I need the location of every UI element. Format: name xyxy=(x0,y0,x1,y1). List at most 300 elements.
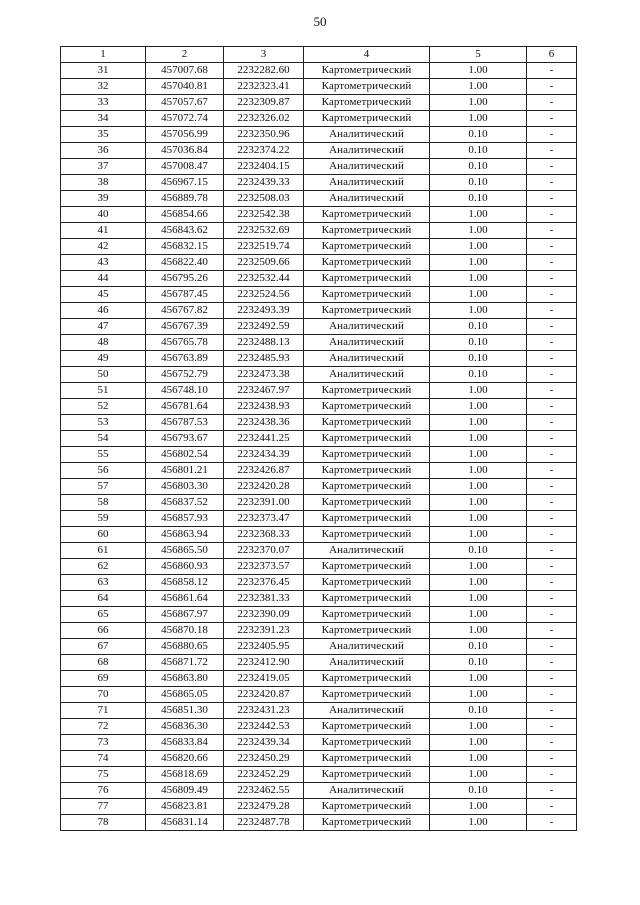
cell-method: Аналитический xyxy=(304,127,430,143)
cell-x: 456765.78 xyxy=(146,335,224,351)
cell-point-number: 45 xyxy=(61,287,146,303)
cell-accuracy: 0.10 xyxy=(430,639,527,655)
cell-accuracy: 1.00 xyxy=(430,223,527,239)
cell-method: Картометрический xyxy=(304,815,430,831)
cell-x: 457056.99 xyxy=(146,127,224,143)
cell-y: 2232431.23 xyxy=(224,703,304,719)
cell-point-number: 36 xyxy=(61,143,146,159)
cell-accuracy: 1.00 xyxy=(430,95,527,111)
cell-method: Картометрический xyxy=(304,207,430,223)
cell-point-number: 57 xyxy=(61,479,146,495)
cell-point-number: 58 xyxy=(61,495,146,511)
table-row xyxy=(61,79,577,95)
table-row xyxy=(61,287,577,303)
cell-y: 2232488.13 xyxy=(224,335,304,351)
cell-x: 456781.64 xyxy=(146,399,224,415)
table-row xyxy=(61,511,577,527)
cell-note: - xyxy=(527,95,577,111)
cell-x: 456863.80 xyxy=(146,671,224,687)
table-row xyxy=(61,655,577,671)
cell-method: Аналитический xyxy=(304,159,430,175)
cell-method: Картометрический xyxy=(304,527,430,543)
cell-x: 456860.93 xyxy=(146,559,224,575)
cell-x: 456837.52 xyxy=(146,495,224,511)
cell-point-number: 76 xyxy=(61,783,146,799)
cell-point-number: 39 xyxy=(61,191,146,207)
table-row xyxy=(61,495,577,511)
table-row xyxy=(61,815,577,831)
cell-accuracy: 1.00 xyxy=(430,591,527,607)
cell-note: - xyxy=(527,575,577,591)
table-header-row xyxy=(61,47,577,63)
cell-note: - xyxy=(527,335,577,351)
cell-accuracy: 0.10 xyxy=(430,703,527,719)
cell-note: - xyxy=(527,431,577,447)
cell-x: 456795.26 xyxy=(146,271,224,287)
cell-method: Картометрический xyxy=(304,431,430,447)
cell-method: Картометрический xyxy=(304,719,430,735)
cell-y: 2232532.69 xyxy=(224,223,304,239)
cell-x: 456858.12 xyxy=(146,575,224,591)
table-row xyxy=(61,799,577,815)
cell-y: 2232426.87 xyxy=(224,463,304,479)
cell-point-number: 78 xyxy=(61,815,146,831)
cell-point-number: 35 xyxy=(61,127,146,143)
cell-accuracy: 1.00 xyxy=(430,415,527,431)
cell-x: 457040.81 xyxy=(146,79,224,95)
cell-method: Картометрический xyxy=(304,415,430,431)
cell-method: Аналитический xyxy=(304,783,430,799)
cell-y: 2232508.03 xyxy=(224,191,304,207)
cell-x: 456867.97 xyxy=(146,607,224,623)
cell-y: 2232467.97 xyxy=(224,383,304,399)
cell-x: 457072.74 xyxy=(146,111,224,127)
cell-note: - xyxy=(527,639,577,655)
coordinates-table xyxy=(60,46,577,831)
cell-note: - xyxy=(527,527,577,543)
cell-accuracy: 0.10 xyxy=(430,175,527,191)
cell-point-number: 64 xyxy=(61,591,146,607)
cell-x: 456863.94 xyxy=(146,527,224,543)
cell-x: 456801.21 xyxy=(146,463,224,479)
cell-note: - xyxy=(527,559,577,575)
cell-y: 2232404.15 xyxy=(224,159,304,175)
cell-accuracy: 0.10 xyxy=(430,367,527,383)
table-row xyxy=(61,607,577,623)
cell-y: 2232350.96 xyxy=(224,127,304,143)
cell-y: 2232439.34 xyxy=(224,735,304,751)
cell-method: Аналитический xyxy=(304,543,430,559)
cell-y: 2232493.39 xyxy=(224,303,304,319)
cell-point-number: 74 xyxy=(61,751,146,767)
cell-accuracy: 1.00 xyxy=(430,607,527,623)
cell-method: Картометрический xyxy=(304,79,430,95)
cell-point-number: 77 xyxy=(61,799,146,815)
cell-method: Аналитический xyxy=(304,319,430,335)
cell-note: - xyxy=(527,479,577,495)
cell-accuracy: 1.00 xyxy=(430,735,527,751)
cell-note: - xyxy=(527,287,577,303)
cell-point-number: 60 xyxy=(61,527,146,543)
cell-method: Картометрический xyxy=(304,63,430,79)
cell-x: 456843.62 xyxy=(146,223,224,239)
cell-method: Аналитический xyxy=(304,143,430,159)
cell-accuracy: 1.00 xyxy=(430,671,527,687)
table-row xyxy=(61,255,577,271)
cell-y: 2232487.78 xyxy=(224,815,304,831)
cell-accuracy: 1.00 xyxy=(430,447,527,463)
cell-y: 2232373.57 xyxy=(224,559,304,575)
cell-y: 2232323.41 xyxy=(224,79,304,95)
table-row xyxy=(61,527,577,543)
cell-x: 456861.64 xyxy=(146,591,224,607)
cell-accuracy: 1.00 xyxy=(430,63,527,79)
cell-point-number: 61 xyxy=(61,543,146,559)
cell-method: Аналитический xyxy=(304,655,430,671)
table-row xyxy=(61,687,577,703)
cell-note: - xyxy=(527,751,577,767)
cell-point-number: 62 xyxy=(61,559,146,575)
cell-x: 456851.30 xyxy=(146,703,224,719)
cell-point-number: 56 xyxy=(61,463,146,479)
cell-point-number: 49 xyxy=(61,351,146,367)
cell-method: Картометрический xyxy=(304,479,430,495)
cell-y: 2232462.55 xyxy=(224,783,304,799)
cell-point-number: 68 xyxy=(61,655,146,671)
cell-x: 456787.45 xyxy=(146,287,224,303)
cell-x: 456889.78 xyxy=(146,191,224,207)
table-row xyxy=(61,95,577,111)
cell-accuracy: 0.10 xyxy=(430,335,527,351)
cell-method: Картометрический xyxy=(304,511,430,527)
cell-x: 456752.79 xyxy=(146,367,224,383)
cell-note: - xyxy=(527,415,577,431)
cell-accuracy: 1.00 xyxy=(430,815,527,831)
cell-note: - xyxy=(527,111,577,127)
cell-method: Картометрический xyxy=(304,463,430,479)
cell-y: 2232434.39 xyxy=(224,447,304,463)
cell-point-number: 53 xyxy=(61,415,146,431)
column-header-x: 2 xyxy=(146,47,224,63)
cell-y: 2232368.33 xyxy=(224,527,304,543)
table-row xyxy=(61,431,577,447)
table-row xyxy=(61,351,577,367)
cell-x: 457008.47 xyxy=(146,159,224,175)
cell-y: 2232542.38 xyxy=(224,207,304,223)
table-row xyxy=(61,223,577,239)
cell-accuracy: 1.00 xyxy=(430,399,527,415)
cell-y: 2232412.90 xyxy=(224,655,304,671)
cell-note: - xyxy=(527,191,577,207)
cell-accuracy: 1.00 xyxy=(430,527,527,543)
cell-x: 456820.66 xyxy=(146,751,224,767)
cell-point-number: 44 xyxy=(61,271,146,287)
cell-x: 456767.82 xyxy=(146,303,224,319)
cell-point-number: 50 xyxy=(61,367,146,383)
cell-x: 456818.69 xyxy=(146,767,224,783)
cell-x: 457057.67 xyxy=(146,95,224,111)
cell-method: Картометрический xyxy=(304,575,430,591)
table-row xyxy=(61,319,577,335)
table-row xyxy=(61,191,577,207)
cell-note: - xyxy=(527,79,577,95)
table-row xyxy=(61,175,577,191)
cell-accuracy: 0.10 xyxy=(430,351,527,367)
cell-note: - xyxy=(527,255,577,271)
cell-point-number: 47 xyxy=(61,319,146,335)
cell-x: 456871.72 xyxy=(146,655,224,671)
cell-accuracy: 0.10 xyxy=(430,127,527,143)
cell-point-number: 32 xyxy=(61,79,146,95)
page-number: 50 xyxy=(313,14,327,29)
table-row xyxy=(61,623,577,639)
cell-note: - xyxy=(527,799,577,815)
cell-note: - xyxy=(527,223,577,239)
cell-y: 2232390.09 xyxy=(224,607,304,623)
cell-note: - xyxy=(527,591,577,607)
cell-y: 2232391.00 xyxy=(224,495,304,511)
cell-point-number: 42 xyxy=(61,239,146,255)
cell-accuracy: 0.10 xyxy=(430,543,527,559)
cell-y: 2232420.87 xyxy=(224,687,304,703)
cell-method: Картометрический xyxy=(304,735,430,751)
table-row xyxy=(61,383,577,399)
table-row xyxy=(61,63,577,79)
cell-y: 2232419.05 xyxy=(224,671,304,687)
cell-y: 2232438.36 xyxy=(224,415,304,431)
table-body xyxy=(61,63,577,831)
cell-note: - xyxy=(527,367,577,383)
table-row xyxy=(61,303,577,319)
cell-accuracy: 1.00 xyxy=(430,271,527,287)
cell-point-number: 70 xyxy=(61,687,146,703)
table-row xyxy=(61,271,577,287)
cell-y: 2232509.66 xyxy=(224,255,304,271)
cell-point-number: 69 xyxy=(61,671,146,687)
cell-x: 456854.66 xyxy=(146,207,224,223)
cell-accuracy: 1.00 xyxy=(430,111,527,127)
cell-point-number: 73 xyxy=(61,735,146,751)
cell-accuracy: 1.00 xyxy=(430,207,527,223)
cell-method: Картометрический xyxy=(304,687,430,703)
cell-method: Картометрический xyxy=(304,271,430,287)
cell-x: 456767.39 xyxy=(146,319,224,335)
cell-point-number: 41 xyxy=(61,223,146,239)
cell-note: - xyxy=(527,815,577,831)
cell-method: Картометрический xyxy=(304,303,430,319)
column-header-method: 4 xyxy=(304,47,430,63)
cell-method: Аналитический xyxy=(304,191,430,207)
cell-x: 456823.81 xyxy=(146,799,224,815)
cell-accuracy: 1.00 xyxy=(430,431,527,447)
cell-note: - xyxy=(527,767,577,783)
cell-point-number: 75 xyxy=(61,767,146,783)
cell-note: - xyxy=(527,351,577,367)
cell-accuracy: 1.00 xyxy=(430,719,527,735)
cell-method: Картометрический xyxy=(304,751,430,767)
cell-method: Картометрический xyxy=(304,767,430,783)
cell-method: Аналитический xyxy=(304,639,430,655)
cell-accuracy: 1.00 xyxy=(430,767,527,783)
cell-note: - xyxy=(527,143,577,159)
cell-x: 457036.84 xyxy=(146,143,224,159)
cell-note: - xyxy=(527,127,577,143)
cell-note: - xyxy=(527,447,577,463)
cell-method: Картометрический xyxy=(304,287,430,303)
table-row xyxy=(61,335,577,351)
cell-x: 456793.67 xyxy=(146,431,224,447)
cell-point-number: 71 xyxy=(61,703,146,719)
column-header-note: 6 xyxy=(527,47,577,63)
cell-y: 2232438.93 xyxy=(224,399,304,415)
cell-x: 456870.18 xyxy=(146,623,224,639)
cell-accuracy: 1.00 xyxy=(430,287,527,303)
cell-accuracy: 1.00 xyxy=(430,575,527,591)
cell-method: Картометрический xyxy=(304,111,430,127)
cell-y: 2232374.22 xyxy=(224,143,304,159)
table-row xyxy=(61,703,577,719)
table-row xyxy=(61,719,577,735)
cell-point-number: 48 xyxy=(61,335,146,351)
cell-point-number: 52 xyxy=(61,399,146,415)
cell-point-number: 33 xyxy=(61,95,146,111)
cell-x: 456857.93 xyxy=(146,511,224,527)
cell-point-number: 37 xyxy=(61,159,146,175)
table-row xyxy=(61,415,577,431)
cell-point-number: 40 xyxy=(61,207,146,223)
cell-y: 2232519.74 xyxy=(224,239,304,255)
cell-y: 2232485.93 xyxy=(224,351,304,367)
cell-y: 2232473.38 xyxy=(224,367,304,383)
cell-accuracy: 1.00 xyxy=(430,511,527,527)
cell-y: 2232381.33 xyxy=(224,591,304,607)
cell-point-number: 55 xyxy=(61,447,146,463)
table-row xyxy=(61,543,577,559)
cell-method: Картометрический xyxy=(304,591,430,607)
cell-point-number: 65 xyxy=(61,607,146,623)
table-row xyxy=(61,639,577,655)
cell-y: 2232282.60 xyxy=(224,63,304,79)
table-row xyxy=(61,591,577,607)
cell-note: - xyxy=(527,783,577,799)
cell-accuracy: 1.00 xyxy=(430,623,527,639)
cell-y: 2232479.28 xyxy=(224,799,304,815)
table-row xyxy=(61,575,577,591)
table-row xyxy=(61,767,577,783)
cell-point-number: 63 xyxy=(61,575,146,591)
cell-x: 456787.53 xyxy=(146,415,224,431)
table-row xyxy=(61,367,577,383)
cell-accuracy: 0.10 xyxy=(430,159,527,175)
cell-x: 456802.54 xyxy=(146,447,224,463)
cell-point-number: 43 xyxy=(61,255,146,271)
cell-method: Картометрический xyxy=(304,223,430,239)
cell-note: - xyxy=(527,239,577,255)
cell-accuracy: 1.00 xyxy=(430,303,527,319)
cell-note: - xyxy=(527,207,577,223)
cell-method: Картометрический xyxy=(304,447,430,463)
cell-method: Картометрический xyxy=(304,239,430,255)
cell-point-number: 59 xyxy=(61,511,146,527)
cell-accuracy: 1.00 xyxy=(430,79,527,95)
cell-y: 2232326.02 xyxy=(224,111,304,127)
cell-y: 2232370.07 xyxy=(224,543,304,559)
cell-y: 2232391.23 xyxy=(224,623,304,639)
cell-note: - xyxy=(527,655,577,671)
cell-accuracy: 1.00 xyxy=(430,559,527,575)
cell-x: 456880.65 xyxy=(146,639,224,655)
table-row xyxy=(61,479,577,495)
cell-accuracy: 1.00 xyxy=(430,751,527,767)
cell-y: 2232492.59 xyxy=(224,319,304,335)
cell-method: Картометрический xyxy=(304,495,430,511)
table-row xyxy=(61,207,577,223)
cell-method: Картометрический xyxy=(304,671,430,687)
cell-note: - xyxy=(527,687,577,703)
cell-x: 456865.05 xyxy=(146,687,224,703)
cell-accuracy: 1.00 xyxy=(430,383,527,399)
cell-note: - xyxy=(527,159,577,175)
cell-method: Картометрический xyxy=(304,399,430,415)
cell-x: 456832.15 xyxy=(146,239,224,255)
cell-y: 2232441.25 xyxy=(224,431,304,447)
table-row xyxy=(61,239,577,255)
cell-y: 2232442.53 xyxy=(224,719,304,735)
cell-note: - xyxy=(527,399,577,415)
cell-note: - xyxy=(527,735,577,751)
cell-note: - xyxy=(527,543,577,559)
cell-note: - xyxy=(527,607,577,623)
cell-y: 2232450.29 xyxy=(224,751,304,767)
cell-y: 2232373.47 xyxy=(224,511,304,527)
cell-y: 2232452.29 xyxy=(224,767,304,783)
cell-x: 456833.84 xyxy=(146,735,224,751)
cell-method: Картометрический xyxy=(304,95,430,111)
cell-point-number: 66 xyxy=(61,623,146,639)
cell-note: - xyxy=(527,319,577,335)
cell-method: Аналитический xyxy=(304,351,430,367)
column-header-point-number: 1 xyxy=(61,47,146,63)
cell-note: - xyxy=(527,623,577,639)
cell-y: 2232532.44 xyxy=(224,271,304,287)
cell-x: 456803.30 xyxy=(146,479,224,495)
cell-point-number: 46 xyxy=(61,303,146,319)
cell-point-number: 34 xyxy=(61,111,146,127)
cell-note: - xyxy=(527,303,577,319)
cell-accuracy: 1.00 xyxy=(430,239,527,255)
cell-method: Картометрический xyxy=(304,607,430,623)
table-row xyxy=(61,159,577,175)
cell-method: Аналитический xyxy=(304,335,430,351)
table-row xyxy=(61,671,577,687)
cell-accuracy: 0.10 xyxy=(430,655,527,671)
table-row xyxy=(61,447,577,463)
cell-note: - xyxy=(527,271,577,287)
cell-point-number: 67 xyxy=(61,639,146,655)
cell-note: - xyxy=(527,719,577,735)
cell-y: 2232376.45 xyxy=(224,575,304,591)
cell-note: - xyxy=(527,511,577,527)
cell-method: Аналитический xyxy=(304,175,430,191)
cell-note: - xyxy=(527,383,577,399)
cell-note: - xyxy=(527,495,577,511)
cell-note: - xyxy=(527,671,577,687)
cell-accuracy: 1.00 xyxy=(430,799,527,815)
table-row xyxy=(61,127,577,143)
cell-x: 456763.89 xyxy=(146,351,224,367)
cell-method: Картометрический xyxy=(304,559,430,575)
column-header-y: 3 xyxy=(224,47,304,63)
